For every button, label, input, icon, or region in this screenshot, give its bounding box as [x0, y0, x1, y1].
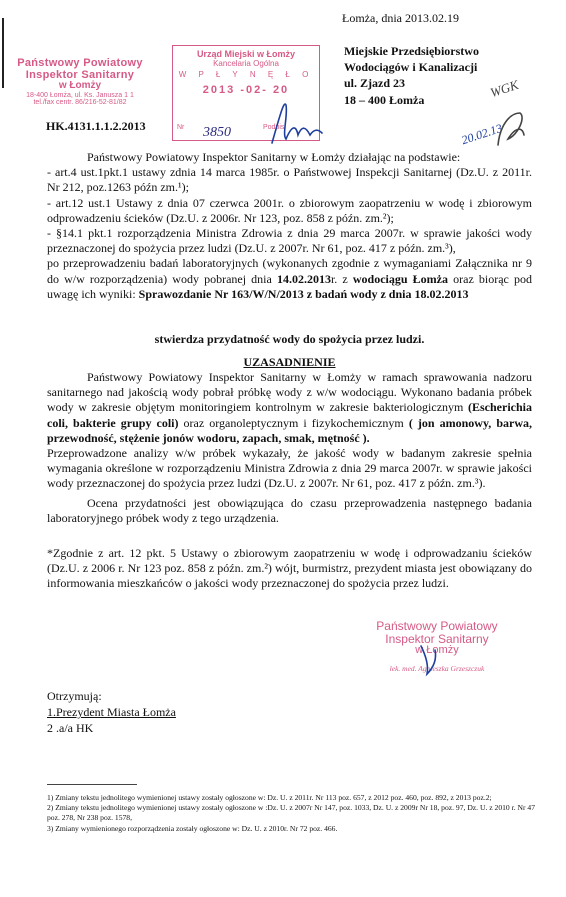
water-source: wodociągu Łomża [352, 271, 448, 286]
text-span: oraz organoleptycznym i fizykochemicznym [178, 415, 409, 430]
registry-received: W P Ł Y N Ę Ł O [178, 70, 314, 79]
stamp-signatory: lek. med. Agnieszka Grzeszczuk [389, 663, 485, 673]
recipients-list [47, 688, 176, 736]
footnote-divider [47, 784, 137, 785]
recipient-line: Miejskie Przedsiębiorstwo [344, 44, 479, 58]
registry-number: 3850 [203, 125, 231, 140]
basis-item: - art.12 ust.1 Ustawy z dnia 07 czerwca 2001r. o zbiorowym zaopatrzeniu w wodę i zbiorowym odprowadzeniu ścieków (Dz.U. z 2006r. Nr 123, poz. 858 z późn. zm.²); [47, 195, 532, 225]
text-span: Państwowy Powiatowy Inspektor Sanitarny w Łomży w ramach sprawowania nadzoru sanitarnego nad jakością wody pobrał próbkę wody z w/w wodociągu. Wykonano badania próbek wody w zakresie objętym monitoringiem kontrolnym w zakresie bakteriologicznym [47, 370, 532, 415]
sample-date: 14.02.2013 [276, 271, 331, 286]
basis-item: - §14.1 pkt.1 rozporządzenia Ministra Zdrowia z dnia 29 marca 2007r. w sprawie jakości wody przeznaczonej do spożycia przez ludzi (Dz.U. z 2007r. Nr 61, poz. 417 z późn. zm.³), [47, 226, 532, 256]
stamp-line: w Łomży [58, 80, 102, 92]
recipients-label: Otrzymują: [47, 689, 102, 703]
handwritten-scribble [490, 105, 530, 150]
inspector-signature [415, 640, 445, 680]
registry-office: Urząd Miejski w Łomży [196, 49, 296, 59]
registry-signature [262, 95, 332, 150]
recipient-item: 1.Prezydent Miasta Łomża [47, 705, 176, 719]
stamp-line: w Łomży [415, 644, 459, 657]
stamp-line: Inspektor Sanitarny [385, 631, 489, 646]
justification-paragraph [47, 370, 532, 446]
legal-note: *Zgodnie z art. 12 pkt. 5 Ustawy o zbiorowym zaopatrzeniu w wodę i odprowadzaniu ścieków (Dz.U. z 2006 r. Nr 123 poz. 858 z późn. zm.²) wójt, burmistrz, prezydent miasta jest obowiązany do informowania mieszkańców o jakości wody przeznaczonej do spożycia przez ludzi. [47, 546, 532, 591]
lab-results-text [47, 256, 532, 302]
stamp-line: tel./fax centr. 86/216-52-81/82 [33, 98, 127, 106]
registry-signature-label: Podpis [263, 124, 285, 131]
justification-title: UZASADNIENIE [243, 355, 336, 369]
recipient-address [344, 43, 479, 108]
stamp-line: Państwowy Powiatowy [376, 619, 498, 633]
inspector-stamp-top [0, 58, 160, 106]
validity-text: Ocena przydatności jest obowiązująca do czasu przeprowadzenia następnego badania laboratoryjnego próbek wody z tego urządzenia. [47, 495, 532, 525]
registry-dept: Kancelaria Ogólna [213, 59, 279, 68]
footnote: 3) Zmiany wymienionego rozporządzenia zostały ogłoszone w: Dz. U. z 2010r. Nr 72 poz. 466. [47, 823, 338, 833]
text-span: oraz biorąc pod uwagę ich wyniki: [47, 271, 532, 301]
intro-text: Państwowy Powiatowy Inspektor Sanitarny w Łomży działając na podstawie: [87, 150, 461, 164]
physchem-list: ( jon amonowy, barwa, przewodność, stężenie jonów wodoru, zapach, smak, mętność ). [47, 415, 533, 445]
recipient-line: 18 – 400 Łomża [344, 92, 425, 107]
registry-nr-label: Nr [177, 124, 185, 131]
wgk-mark: WGK [488, 76, 521, 101]
recipient-item: 2 .a/a HK [47, 721, 94, 735]
basis-item: - art.4 ust.1pkt.1 ustawy zdnia 14 marca 1985r. o Państwowej Inspekcji Sanitarnej (Dz.U. z 2011r. Nr 212, poz.1263 późn zm.¹); [47, 165, 532, 195]
stamp-line: 18-400 Łomża, ul. Ks. Janusza 1 1 [26, 91, 134, 99]
document-date: Łomża, dnia 2013.02.19 [342, 11, 459, 25]
registry-date: 2013 -02- 20 [202, 84, 290, 96]
justification-text [47, 370, 532, 526]
bacteria-list: (Escherichia coli, bakterie grupy coli) [47, 400, 532, 430]
report-reference: Sprawozdanie Nr 163/W/N/2013 z badań wody z dnia 18.02.2013 [138, 286, 469, 301]
text-span: r. z [330, 271, 353, 286]
recipient-line: Wodociągów i Kanalizacji [344, 60, 478, 75]
footnote: 1) Zmiany tekstu jednolitego wymienionej ustawy zostały ogłoszone w: Dz. U. z 2011r. Nr 113 poz. 657, z 2012 poz. 460, poz. 892, z 2013 poz.2; [47, 793, 492, 802]
handwritten-date: 20.02.13 [459, 120, 504, 148]
finding-statement: stwierdza przydatność wody do spożycia przez ludzi. [154, 332, 425, 346]
analysis-result: Przeprowadzone analizy w/w próbek wykazały, że jakość wody w badanym zakresie spełnia wymagania określone w rozporządzeniu Ministra Zdrowia z dnia 29 marca 2007r. w sprawie jakości wody przeznaczonej do spożycia przez ludzi (Dz.U. z 2007r. Nr 61, poz. 417 z późn. zm.³). [47, 446, 532, 491]
document-reference: HK.4131.1.1.2.2013 [46, 119, 146, 133]
stamp-line: Inspektor Sanitarny [25, 68, 135, 81]
recipient-line: ul. Zjazd 23 [344, 76, 406, 91]
footnote: 2) Zmiany tekstu jednolitego wymienionej ustawy zostały ogłoszone w :Dz. U. z 2007r Nr 147, poz. 1033, Dz. U. z 2009r Nr 18, poz. 97, Dz. U. z 2010 r. Nr 47 poz. 278, Nr 238 poz. 1578, [47, 803, 536, 823]
legal-basis [47, 150, 532, 302]
footnotes [47, 793, 537, 834]
text-span: po przeprowadzeniu badań laboratoryjnych (wykonanych zgodnie z wymaganiami Załącznika nr 9 do w/w rozporządzenia) wody pobranej dnia [47, 256, 532, 286]
stamp-line: Państwowy Powiatowy [17, 57, 143, 69]
